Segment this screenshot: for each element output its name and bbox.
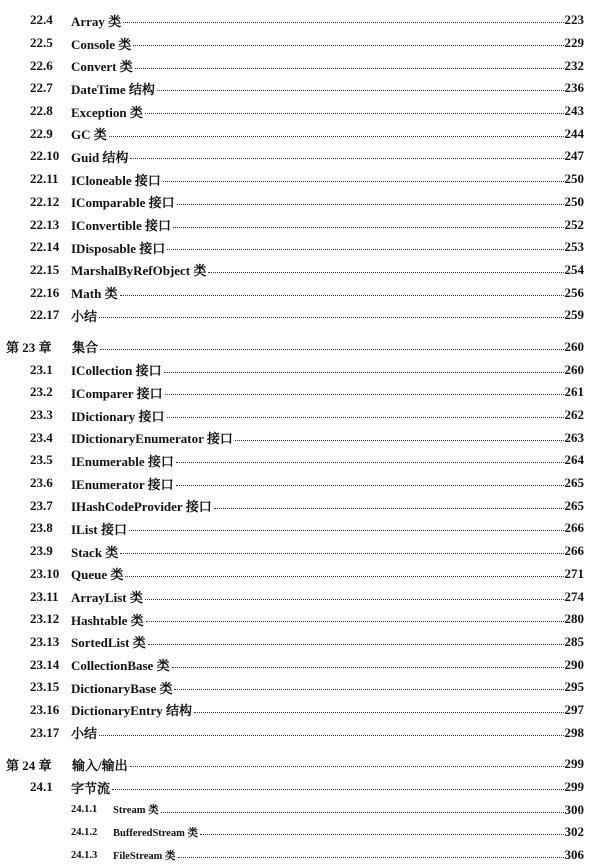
entry-page-number: 285 — [564, 633, 584, 649]
entry-number: 23.2 — [30, 384, 53, 400]
toc-section-entry[interactable] — [0, 404, 596, 427]
dot-leader — [145, 113, 564, 114]
dot-leader — [163, 181, 564, 182]
entry-title: SortedList 类 — [71, 635, 146, 651]
dot-leader — [164, 372, 564, 373]
dot-leader — [178, 857, 564, 858]
entry-number: 23.8 — [30, 520, 53, 536]
entry-page-number: 236 — [564, 80, 584, 96]
entry-page-number: 299 — [564, 756, 584, 772]
toc-section-entry[interactable] — [0, 304, 596, 327]
toc-subsection-entry[interactable] — [0, 798, 596, 821]
entry-title: BufferedStream 类 — [113, 827, 199, 839]
entry-number: 22.9 — [30, 125, 53, 141]
entry-number: 22.4 — [30, 12, 53, 28]
dot-leader — [120, 553, 563, 554]
entry-number: 23.6 — [30, 475, 53, 491]
entry-title: IDictionaryEnumerator 接口 — [71, 431, 233, 447]
dot-leader — [194, 712, 564, 713]
toc-section-entry[interactable] — [0, 168, 596, 191]
toc-section-entry[interactable] — [0, 585, 596, 608]
entry-title: CollectionBase 类 — [71, 658, 170, 674]
toc-section-entry[interactable] — [0, 32, 596, 55]
entry-page-number: 223 — [564, 12, 584, 28]
entry-page-number: 266 — [564, 520, 584, 536]
entry-number: 22.5 — [30, 35, 53, 51]
entry-title: Console 类 — [71, 36, 132, 52]
entry-title: DictionaryEntry 结构 — [71, 703, 192, 719]
toc-chapter-entry[interactable] — [0, 336, 596, 359]
entry-page-number: 250 — [564, 171, 584, 187]
entry-number: 23.14 — [30, 656, 60, 672]
entry-number: 24.1 — [30, 779, 53, 795]
entry-number: 23.12 — [30, 611, 60, 627]
entry-page-number: 306 — [564, 847, 584, 863]
dot-leader — [165, 394, 564, 395]
dot-leader — [109, 136, 564, 137]
entry-number: 24.1.1 — [71, 804, 98, 816]
toc-section-entry[interactable] — [0, 472, 596, 495]
toc-section-entry[interactable] — [0, 676, 596, 699]
entry-page-number: 264 — [564, 452, 584, 468]
entry-number: 22.8 — [30, 103, 53, 119]
entry-number: 23.15 — [30, 679, 60, 695]
entry-number: 22.10 — [30, 148, 60, 164]
dot-leader — [120, 295, 564, 296]
toc-section-entry[interactable] — [0, 9, 596, 32]
dot-leader — [157, 90, 564, 91]
toc-section-entry[interactable] — [0, 100, 596, 123]
entry-page-number: 262 — [564, 407, 584, 423]
entry-title: ICloneable 接口 — [71, 172, 161, 188]
entry-title: IDisposable 接口 — [71, 240, 166, 256]
entry-number: 23.16 — [30, 701, 60, 717]
toc-section-entry[interactable] — [0, 631, 596, 654]
toc-section-entry[interactable] — [0, 494, 596, 517]
entry-number: 22.14 — [30, 239, 60, 255]
toc-section-entry[interactable] — [0, 54, 596, 77]
dot-leader — [173, 227, 563, 228]
dot-leader — [148, 644, 564, 645]
dot-leader — [135, 68, 564, 69]
entry-page-number: 298 — [564, 724, 584, 740]
entry-title: IComparable 接口 — [71, 195, 175, 211]
entry-title: Queue 类 — [71, 567, 124, 583]
toc-section-entry[interactable] — [0, 653, 596, 676]
entry-number: 22.6 — [30, 57, 53, 73]
entry-page-number: 266 — [564, 543, 584, 559]
dot-leader — [176, 485, 564, 486]
entry-page-number: 263 — [564, 429, 584, 445]
entry-page-number: 252 — [564, 216, 584, 232]
entry-title: IComparer 接口 — [71, 385, 163, 401]
dot-leader — [130, 766, 564, 767]
dot-leader — [99, 317, 563, 318]
dot-leader — [172, 667, 564, 668]
dot-leader — [146, 621, 564, 622]
toc-section-entry[interactable] — [0, 517, 596, 540]
dot-leader — [174, 689, 563, 690]
dot-leader — [208, 272, 563, 273]
entry-title: IDictionary 接口 — [71, 408, 165, 424]
toc-section-entry[interactable] — [0, 358, 596, 381]
toc-section-entry[interactable] — [0, 381, 596, 404]
entry-page-number: 256 — [564, 284, 584, 300]
entry-page-number: 254 — [564, 261, 584, 277]
toc-section-entry[interactable] — [0, 122, 596, 145]
toc-section-entry[interactable] — [0, 236, 596, 259]
entry-page-number: 261 — [564, 384, 584, 400]
dot-leader — [129, 530, 564, 531]
toc-section-entry[interactable] — [0, 145, 596, 168]
entry-number: 23.1 — [30, 361, 53, 377]
toc-section-entry[interactable] — [0, 721, 596, 744]
entry-title: Guid 结构 — [71, 149, 129, 165]
dot-leader — [176, 462, 564, 463]
entry-number: 22.15 — [30, 261, 60, 277]
entry-title: DateTime 结构 — [71, 81, 155, 97]
entry-number: 24.1.3 — [71, 849, 98, 861]
entry-title: Exception 类 — [71, 104, 143, 120]
entry-page-number: 265 — [564, 497, 584, 513]
entry-page-number: 253 — [564, 239, 584, 255]
entry-title: Stack 类 — [71, 544, 119, 560]
entry-title: Hashtable 类 — [71, 612, 144, 628]
entry-page-number: 274 — [564, 588, 584, 604]
dot-leader — [177, 204, 564, 205]
dot-leader — [99, 735, 563, 736]
entry-title: GC 类 — [71, 127, 107, 143]
dot-leader — [235, 440, 564, 441]
toc-section-entry[interactable] — [0, 213, 596, 236]
dot-leader — [167, 417, 564, 418]
toc-subsection-entry[interactable] — [0, 844, 596, 866]
dot-leader — [214, 508, 564, 509]
dot-leader — [112, 789, 563, 790]
entry-title: 输入/输出 — [72, 757, 128, 773]
entry-number: 23.4 — [30, 429, 53, 445]
dot-leader — [167, 249, 563, 250]
entry-number: 22.16 — [30, 284, 60, 300]
entry-page-number: 297 — [564, 701, 584, 717]
entry-number: 23.5 — [30, 452, 53, 468]
entry-title: ArrayList 类 — [71, 590, 143, 606]
chapter-gap — [0, 744, 596, 753]
toc-subsection-entry[interactable] — [0, 821, 596, 844]
toc-section-entry[interactable] — [0, 259, 596, 282]
entry-number: 23.13 — [30, 633, 60, 649]
entry-page-number: 265 — [564, 475, 584, 491]
entry-number: 23.7 — [30, 497, 53, 513]
entry-title: 小结 — [71, 726, 98, 742]
entry-title: IEnumerator 接口 — [71, 476, 174, 492]
entry-page-number: 243 — [564, 103, 584, 119]
entry-title: Array 类 — [71, 13, 122, 29]
entry-number: 22.7 — [30, 80, 53, 96]
entry-title: 集合 — [72, 340, 99, 356]
entry-page-number: 229 — [564, 35, 584, 51]
entry-page-number: 247 — [564, 148, 584, 164]
entry-page-number: 290 — [564, 656, 584, 672]
chapter-gap — [0, 327, 596, 336]
entry-title: IConvertible 接口 — [71, 218, 172, 234]
entry-number: 第 24 章 — [6, 757, 52, 773]
entry-title: DictionaryBase 类 — [71, 680, 173, 696]
entry-title: IHashCodeProvider 接口 — [71, 499, 212, 515]
entry-title: MarshalByRefObject 类 — [71, 263, 207, 279]
entry-title: IList 接口 — [71, 521, 127, 537]
entry-number: 24.1.2 — [71, 826, 98, 838]
entry-number: 22.17 — [30, 307, 60, 323]
entry-title: ICollection 接口 — [71, 363, 162, 379]
dot-leader — [145, 599, 564, 600]
toc-section-entry[interactable] — [0, 426, 596, 449]
entry-title: Stream 类 — [113, 805, 159, 817]
dot-leader — [133, 45, 563, 46]
entry-title: FileStream 类 — [113, 850, 176, 862]
entry-title: 字节流 — [71, 780, 111, 796]
entry-page-number: 302 — [564, 824, 584, 840]
dot-leader — [100, 349, 563, 350]
toc-section-entry[interactable] — [0, 540, 596, 563]
toc-chapter-entry[interactable] — [0, 753, 596, 776]
toc-section-entry[interactable] — [0, 77, 596, 100]
entry-page-number: 259 — [564, 307, 584, 323]
entry-title: 小结 — [71, 308, 98, 324]
dot-leader — [161, 812, 564, 813]
toc-section-entry[interactable] — [0, 449, 596, 472]
entry-page-number: 280 — [564, 611, 584, 627]
dot-leader — [125, 576, 563, 577]
entry-page-number: 295 — [564, 679, 584, 695]
toc-section-entry[interactable] — [0, 699, 596, 722]
entry-page-number: 260 — [564, 338, 584, 354]
entry-number: 23.9 — [30, 543, 53, 559]
entry-page-number: 260 — [564, 361, 584, 377]
entry-page-number: 250 — [564, 193, 584, 209]
entry-page-number: 300 — [564, 801, 584, 817]
entry-page-number: 271 — [564, 565, 584, 581]
entry-title: Convert 类 — [71, 59, 133, 75]
toc-section-entry[interactable] — [0, 281, 596, 304]
toc-section-entry[interactable] — [0, 563, 596, 586]
entry-number: 第 23 章 — [6, 340, 52, 356]
toc-section-entry[interactable] — [0, 191, 596, 214]
dot-leader — [200, 834, 563, 835]
entry-number: 23.11 — [30, 588, 59, 604]
toc-section-entry[interactable] — [0, 776, 596, 799]
dot-leader — [130, 158, 563, 159]
entry-number: 23.10 — [30, 565, 60, 581]
entry-page-number: 244 — [564, 125, 584, 141]
entry-title: Math 类 — [71, 286, 118, 302]
entry-number: 22.13 — [30, 216, 60, 232]
table-of-contents — [0, 9, 596, 866]
entry-number: 23.17 — [30, 724, 60, 740]
entry-number: 22.11 — [30, 171, 59, 187]
entry-title: IEnumerable 接口 — [71, 453, 174, 469]
entry-number: 23.3 — [30, 407, 53, 423]
entry-page-number: 232 — [564, 57, 584, 73]
entry-number: 22.12 — [30, 193, 60, 209]
toc-section-entry[interactable] — [0, 608, 596, 631]
entry-page-number: 299 — [564, 779, 584, 795]
dot-leader — [123, 22, 563, 23]
